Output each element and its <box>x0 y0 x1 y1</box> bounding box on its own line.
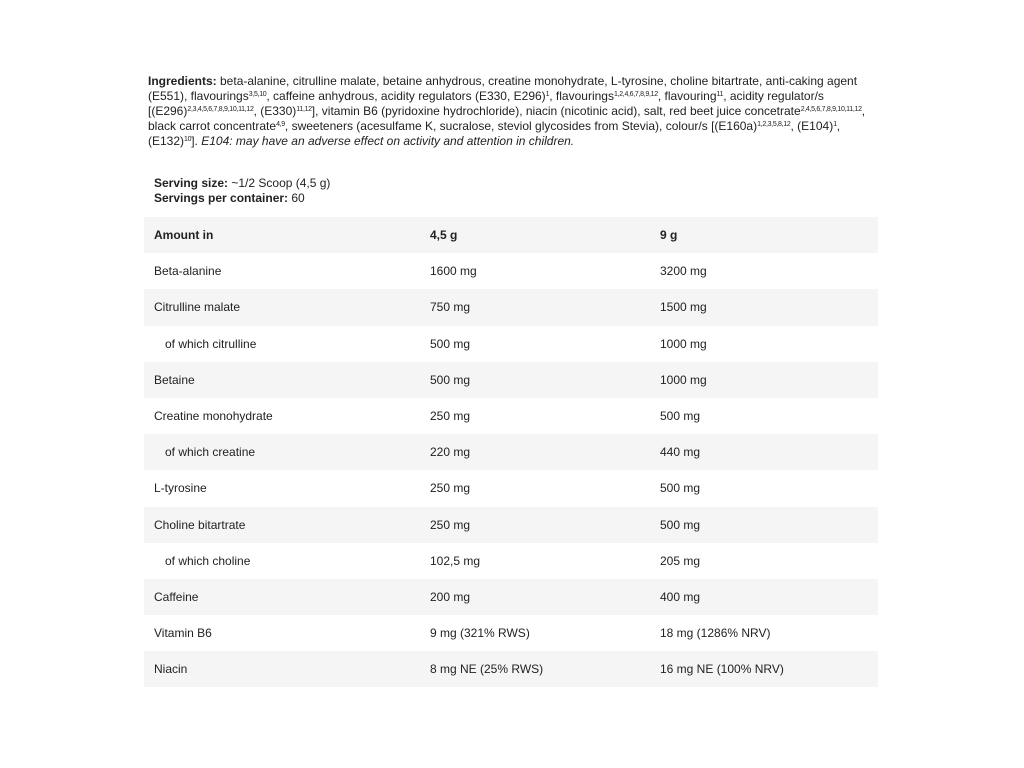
table-row <box>144 253 878 289</box>
footnote-ref: 3,5,10 <box>248 91 267 98</box>
nutrient-name: Vitamin B6 <box>154 626 212 641</box>
amount-cell: 16 mg NE (100% NRV) <box>660 651 878 687</box>
amount-cell: 200 mg <box>430 579 660 615</box>
serving-size-label: Serving size: <box>154 176 229 190</box>
amount-cell: 500 mg <box>430 336 471 351</box>
amount-cell: 9 mg (321% RWS) <box>430 626 530 641</box>
table-row <box>144 362 878 398</box>
table-row <box>144 470 878 506</box>
amount-cell: 220 mg <box>430 434 660 470</box>
nutrient-name: Citrulline malate <box>144 289 430 325</box>
header-cell: 9 g <box>660 217 878 253</box>
table-row <box>144 579 878 615</box>
amount-cell: 400 mg <box>660 579 878 615</box>
nutrient-name: L-tyrosine <box>154 481 207 496</box>
nutrient-name: of which creatine <box>144 434 430 470</box>
footnote-ref: 1,2,3,5,8,12 <box>757 121 791 128</box>
ingredients-text: , (E132) <box>148 119 841 148</box>
servings-per-container-label: Servings per container: <box>154 191 289 205</box>
ingredients-text: , flavourings <box>549 89 614 103</box>
amount-cell: 500 mg <box>660 481 701 496</box>
serving-size <box>154 176 330 191</box>
ingredients-text: ]. <box>191 134 202 148</box>
amount-cell: 8 mg NE (25% RWS) <box>430 651 660 687</box>
table-row <box>144 651 878 687</box>
footnote-ref: 2,3,4,5,6,7,8,9,10,11,12 <box>187 106 254 113</box>
amount-cell: 1500 mg <box>660 289 878 325</box>
serving-info <box>154 176 330 206</box>
footnote-ref: 1,2,4,6,7,8,9,12 <box>613 91 658 98</box>
nutrition-table <box>144 217 878 687</box>
amount-cell: 18 mg (1286% NRV) <box>660 626 771 641</box>
header-cell: 4,5 g <box>430 217 660 253</box>
ingredients-text: , black carrot concentrate <box>148 104 866 133</box>
ingredients-text: , acidity regulator/s [(E296) <box>148 89 824 118</box>
header-cell: Amount in <box>144 217 430 253</box>
nutrient-name: Niacin <box>144 651 430 687</box>
amount-cell: 1000 mg <box>660 362 878 398</box>
table-row <box>144 507 878 543</box>
amount-cell: 205 mg <box>660 553 701 568</box>
amount-cell: 500 mg <box>660 409 701 424</box>
serving-size-value: ~1/2 Scoop (4,5 g) <box>228 176 331 190</box>
table-row <box>144 289 878 325</box>
nutrient-name: Betaine <box>144 362 430 398</box>
ingredients-text: , (E104) <box>790 119 834 133</box>
footnote-ref: 1 <box>833 121 837 128</box>
table-row <box>144 615 878 651</box>
amount-cell: 500 mg <box>430 362 660 398</box>
footnote-ref: 2,4,5,6,7,8,9,10,11,12 <box>800 106 862 113</box>
table-row <box>144 543 878 579</box>
amount-cell: 3200 mg <box>660 264 707 279</box>
servings-per-container <box>154 191 330 206</box>
ingredients-text: beta-alanine, citrulline malate, betaine anhydrous, creatine monohydrate, L-tyrosine, choline bitartrate, anti-caking agent (E551), flavourings <box>148 74 858 103</box>
nutrient-name: Caffeine <box>144 579 430 615</box>
footnote-ref: 4,9 <box>276 121 285 128</box>
ingredients-text: , (E330) <box>253 104 297 118</box>
ingredients-text: , sweeteners (acesulfame K, sucralose, steviol glycosides from Stevia), colour/s [(E160a) <box>284 119 758 133</box>
amount-cell: 1600 mg <box>430 264 477 279</box>
table-row <box>144 398 878 434</box>
nutrient-name: Beta-alanine <box>154 264 222 279</box>
nutrient-name: Choline bitartrate <box>144 507 430 543</box>
amount-cell: 250 mg <box>430 507 660 543</box>
ingredients-text: ], vitamin B6 (pyridoxine hydrochloride), niacin (nicotinic acid), salt, red beet juice concetrate <box>311 104 801 118</box>
amount-cell: 440 mg <box>660 434 878 470</box>
footnote-ref: 10 <box>184 136 192 143</box>
servings-per-container-value: 60 <box>288 191 305 205</box>
amount-cell: 500 mg <box>660 507 878 543</box>
table-row <box>144 434 878 470</box>
ingredients-text: , flavouring <box>657 89 717 103</box>
footnote-ref: 1 <box>545 91 550 98</box>
footnote-ref: 11,12 <box>296 106 312 113</box>
table-header-row <box>144 217 878 253</box>
ingredients-label: Ingredients: <box>148 74 217 88</box>
ingredients-text: , caffeine anhydrous, acidity regulators (E330, E296) <box>266 89 546 103</box>
nutrient-name: of which citrulline <box>165 336 257 351</box>
table-row <box>144 326 878 362</box>
amount-cell: 750 mg <box>430 289 660 325</box>
nutrient-name: of which choline <box>165 553 251 568</box>
ingredients-paragraph <box>148 74 888 149</box>
ingredients-warning: E104: may have an adverse effect on activity and attention in children. <box>201 134 575 148</box>
footnote-ref: 11 <box>716 91 724 98</box>
amount-cell: 250 mg <box>430 481 471 496</box>
nutrient-name: Creatine monohydrate <box>154 409 273 424</box>
amount-cell: 1000 mg <box>660 336 707 351</box>
amount-cell: 250 mg <box>430 409 471 424</box>
amount-cell: 102,5 mg <box>430 553 481 568</box>
